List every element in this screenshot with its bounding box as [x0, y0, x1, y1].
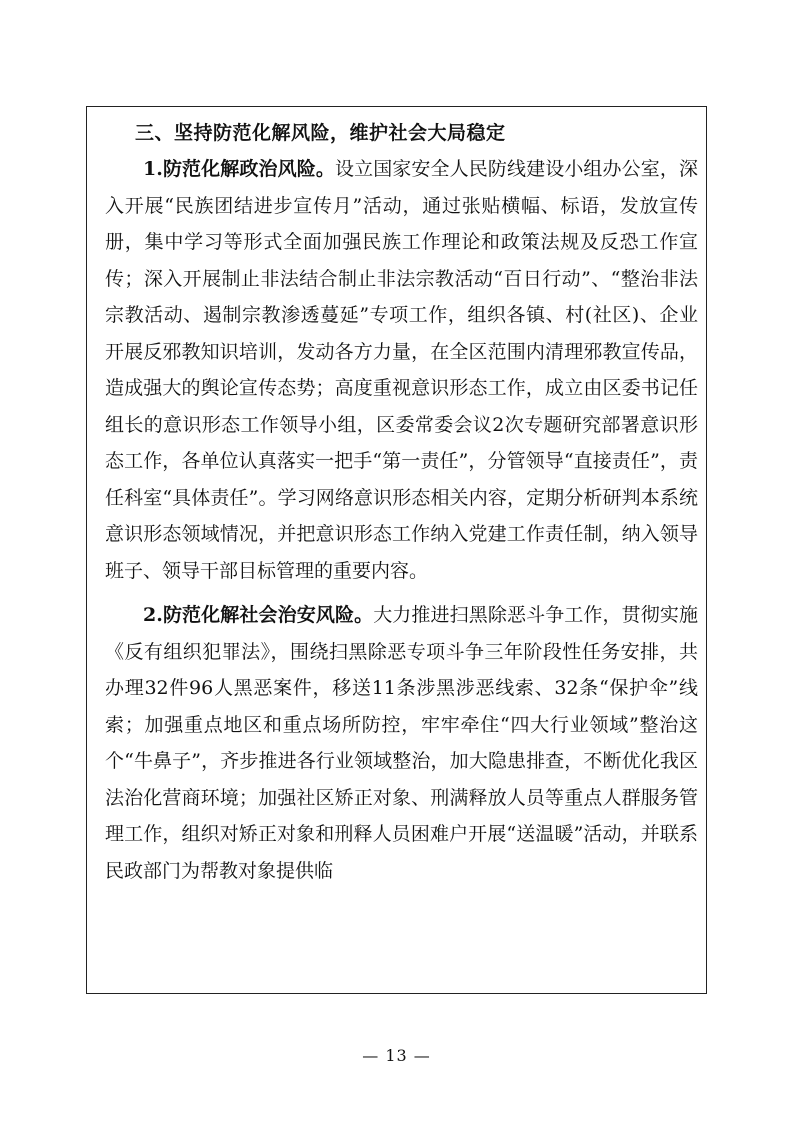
paragraph-political-risk	[105, 151, 698, 589]
paragraph-body: 设立国家安全人民防线建设小组办公室，深入开展“民族团结进步宣传月”活动，通过张贴横幅、标语，发放宣传册，集中学习等形式全面加强民族工作理论和政策法规及反恐工作宣传；深入开展制止非法结合制止非法宗教活动“百日行动”、“整治非法宗教活动、遏制宗教渗透蔓延”专项工作，组织各镇、村(社区)、企业开展反邪教知识培训，发动各方力量，在全区范围内清理邪教宣传品，造成强大的舆论宣传态势；高度重视意识形态工作，成立由区委书记任组长的意识形态工作领导小组，区委常委会议2次专题研究部署意识形态工作，各单位认真落实一把手“第一责任”，分管领导“直接责任”，责任科室“具体责任”。学习网络意识形态相关内容，定期分析研判本系统意识形态领域情况，并把意识形态工作纳入党建工作责任制，纳入领导班子、领导干部目标管理的重要内容。	[105, 158, 698, 582]
paragraph-lead: 2.防范化解社会治安风险。	[143, 604, 374, 626]
page-number: — 13 —	[362, 1046, 431, 1065]
section-title: 三、坚持防范化解风险，维护社会大局稳定	[135, 122, 506, 144]
content-frame	[86, 106, 707, 994]
paragraph-public-security-risk	[105, 597, 698, 889]
paragraph-lead: 1.防范化解政治风险。	[143, 158, 335, 180]
document-body	[105, 115, 698, 889]
paragraph-body: 大力推进扫黑除恶斗争工作，贯彻实施《反有组织犯罪法》，围绕扫黑除恶专项斗争三年阶段性任务安排，共办理32件96人黑恶案件，移送11条涉黑涉恶线索、32条“保护伞”线索；加强重点地区和重点场所防控，牢牢牵住“四大行业领域”整治这个“牛鼻子”，齐步推进各行业领域整治，加大隐患排查，不断优化我区法治化营商环境；加强社区矫正对象、刑满释放人员等重点人群服务管理工作，组织对矫正对象和刑释人员困难户开展“送温暖”活动，并联系民政部门为帮教对象提供临	[105, 604, 698, 882]
